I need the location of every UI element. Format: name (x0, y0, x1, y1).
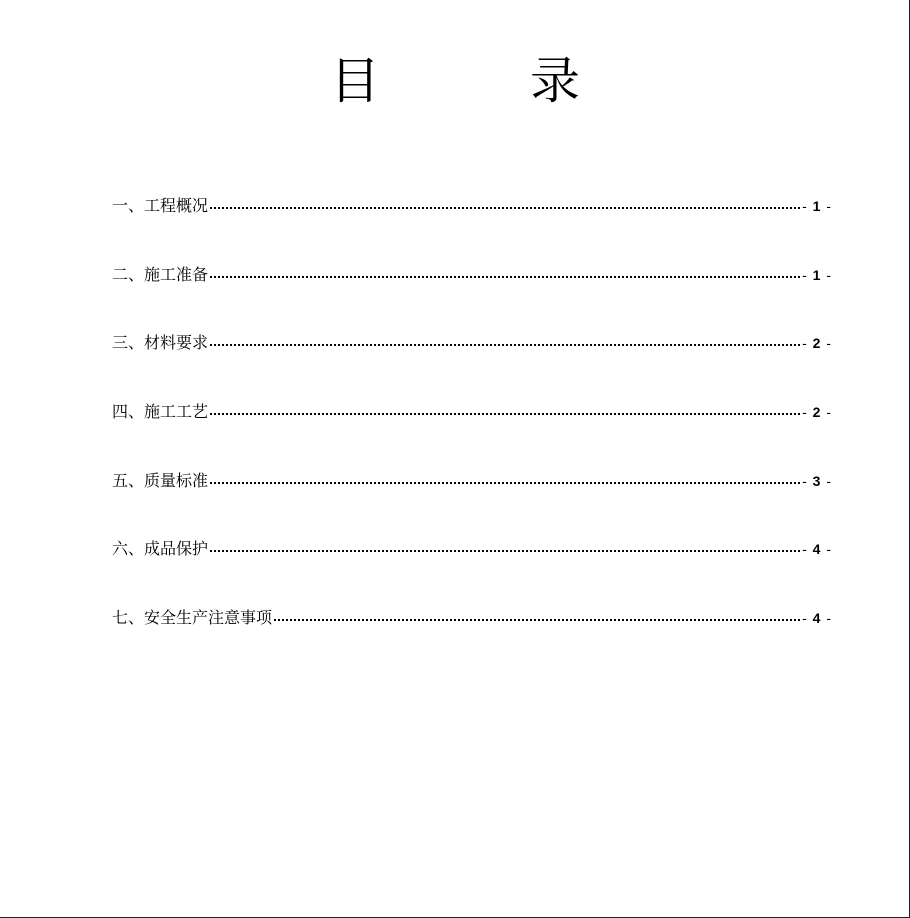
toc-entry-3[interactable] (112, 327, 832, 396)
toc-dot-leader (210, 413, 800, 415)
toc-page-number: - 4 - (802, 610, 832, 627)
toc-dot-leader (274, 619, 800, 621)
toc-dot-leader (210, 207, 800, 209)
toc-dot-leader (210, 276, 800, 278)
toc-dot-leader (210, 344, 800, 346)
toc-page-number: - 4 - (802, 541, 832, 558)
toc-page-number: - 2 - (802, 404, 832, 421)
toc-entry-label: 七、安全生产注意事项 (112, 608, 273, 628)
toc-entry-label: 三、材料要求 (112, 333, 209, 353)
toc-page-number: - 3 - (802, 472, 832, 489)
toc-entry-label: 五、质量标准 (112, 470, 209, 490)
toc-entry-2[interactable] (112, 259, 832, 328)
toc-entry-7[interactable] (112, 602, 832, 671)
toc-entry-6[interactable] (112, 533, 832, 602)
toc-dot-leader (210, 482, 800, 484)
toc-entry-label: 二、施工准备 (112, 264, 209, 284)
toc-entry-label: 四、施工工艺 (112, 402, 209, 422)
toc-page-number: - 2 - (802, 335, 832, 352)
toc-page-number: - 1 - (802, 266, 832, 283)
toc-entry-label: 六、成品保护 (112, 539, 209, 559)
toc-entry-5[interactable] (112, 465, 832, 534)
toc-entry-1[interactable] (112, 190, 832, 259)
toc-entry-4[interactable] (112, 396, 832, 465)
toc-title: 目 录 (330, 52, 630, 110)
toc-entry-label: 一、工程概况 (112, 196, 209, 215)
toc-list (112, 190, 832, 671)
toc-page-number: - 1 - (802, 198, 832, 214)
toc-dot-leader (210, 550, 800, 552)
